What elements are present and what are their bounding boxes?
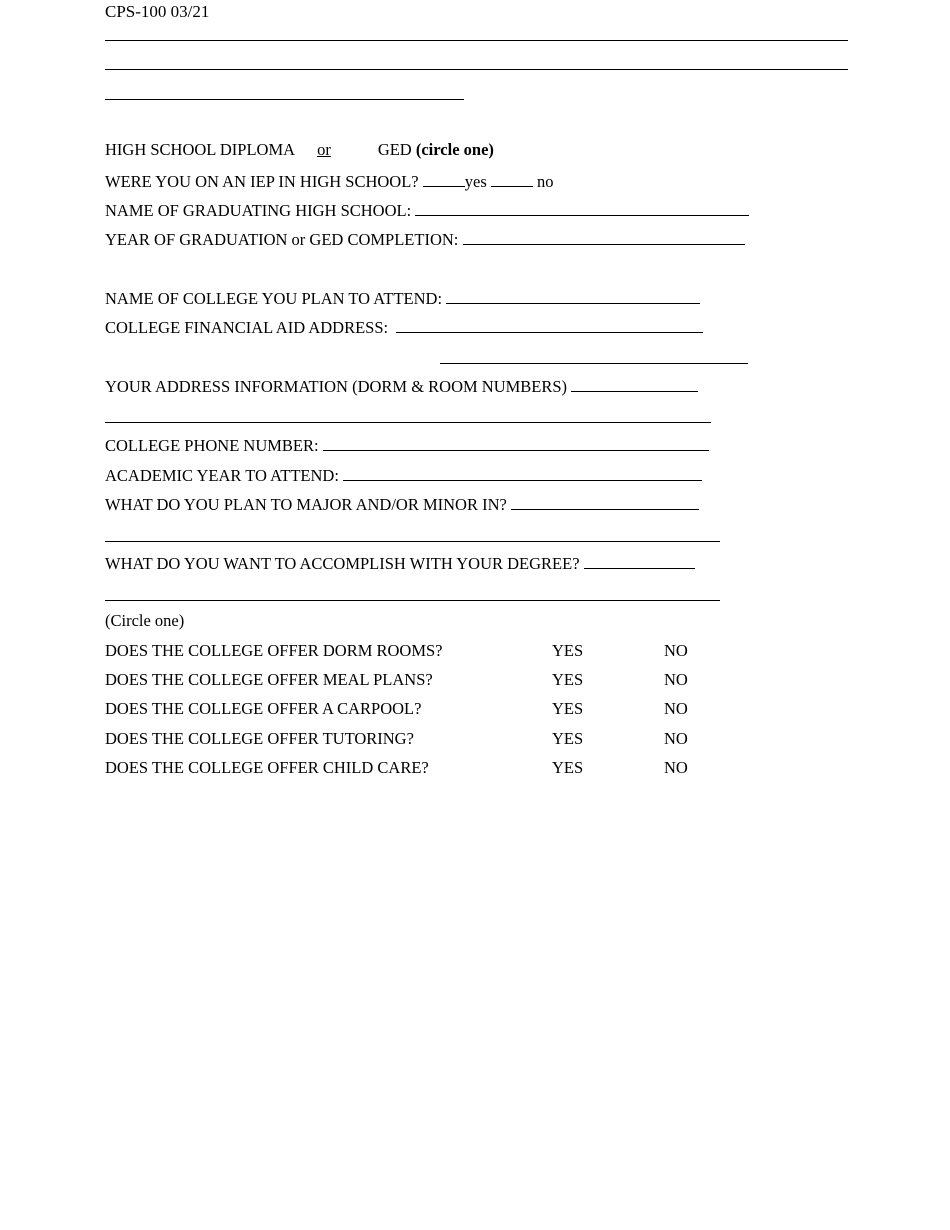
offer-question-tutoring: DOES THE COLLEGE OFFER TUTORING? bbox=[105, 729, 414, 748]
graduating-school-field[interactable] bbox=[415, 201, 749, 216]
offer-question-carpool: DOES THE COLLEGE OFFER A CARPOOL? bbox=[105, 699, 422, 718]
blank-line-top-2[interactable] bbox=[105, 69, 848, 70]
major-minor-field[interactable] bbox=[511, 495, 699, 510]
college-phone-field[interactable] bbox=[323, 436, 709, 451]
graduation-year-field[interactable] bbox=[463, 230, 745, 245]
diploma-instruction: (circle one) bbox=[415, 140, 494, 159]
college-name-field[interactable] bbox=[446, 289, 700, 304]
financial-aid-row bbox=[105, 318, 703, 337]
financial-aid-field[interactable] bbox=[396, 318, 703, 333]
offer-yes-child-care[interactable]: YES bbox=[552, 758, 584, 777]
iep-no-label: no bbox=[537, 172, 554, 191]
offer-no-child-care[interactable]: NO bbox=[664, 758, 688, 777]
academic-year-row bbox=[105, 466, 702, 485]
college-phone-row bbox=[105, 436, 709, 455]
diploma-or: or bbox=[317, 140, 331, 159]
offer-yes-dorm[interactable]: YES bbox=[552, 641, 584, 660]
diploma-row bbox=[105, 142, 494, 159]
iep-row bbox=[105, 172, 554, 191]
college-name-label: NAME OF COLLEGE YOU PLAN TO ATTEND: bbox=[105, 289, 443, 308]
degree-goal-field[interactable] bbox=[584, 554, 695, 569]
degree-goal-field-line-2[interactable] bbox=[105, 600, 720, 601]
iep-question: WERE YOU ON AN IEP IN HIGH SCHOOL? bbox=[105, 172, 419, 191]
offer-question-meal: DOES THE COLLEGE OFFER MEAL PLANS? bbox=[105, 670, 433, 689]
offer-yes-meal[interactable]: YES bbox=[552, 670, 584, 689]
offer-question-dorm: DOES THE COLLEGE OFFER DORM ROOMS? bbox=[105, 641, 443, 660]
circle-one-label: (Circle one) bbox=[105, 611, 185, 630]
academic-year-label: ACADEMIC YEAR TO ATTEND: bbox=[105, 466, 339, 485]
address-info-field[interactable] bbox=[571, 377, 698, 392]
offer-no-meal[interactable]: NO bbox=[664, 670, 688, 689]
graduation-year-label: YEAR OF GRADUATION or GED COMPLETION: bbox=[105, 230, 459, 249]
college-phone-label: COLLEGE PHONE NUMBER: bbox=[105, 436, 319, 455]
major-minor-row bbox=[105, 495, 699, 514]
diploma-option-high-school[interactable]: HIGH SCHOOL DIPLOMA bbox=[105, 140, 296, 159]
offer-yes-carpool[interactable]: YES bbox=[552, 699, 584, 718]
academic-year-field[interactable] bbox=[343, 466, 702, 481]
iep-no-blank[interactable] bbox=[491, 172, 533, 187]
degree-goal-row bbox=[105, 554, 695, 573]
address-info-row bbox=[105, 377, 698, 396]
graduating-school-label: NAME OF GRADUATING HIGH SCHOOL: bbox=[105, 201, 412, 220]
college-name-row bbox=[105, 289, 700, 308]
major-minor-label: WHAT DO YOU PLAN TO MAJOR AND/OR MINOR IN? bbox=[105, 495, 507, 514]
address-info-field-line-2[interactable] bbox=[105, 422, 711, 423]
diploma-option-ged[interactable]: GED bbox=[377, 140, 412, 159]
graduating-school-row bbox=[105, 201, 749, 220]
address-info-label: YOUR ADDRESS INFORMATION (DORM & ROOM NUMBERS) bbox=[105, 377, 568, 396]
degree-goal-label: WHAT DO YOU WANT TO ACCOMPLISH WITH YOUR DEGREE? bbox=[105, 554, 580, 573]
iep-yes-label: yes bbox=[464, 172, 487, 191]
financial-aid-field-line-2[interactable] bbox=[440, 363, 748, 364]
form-code: CPS-100 03/21 bbox=[105, 2, 210, 21]
offer-yes-tutoring[interactable]: YES bbox=[552, 729, 584, 748]
offer-question-child-care: DOES THE COLLEGE OFFER CHILD CARE? bbox=[105, 758, 429, 777]
offer-no-carpool[interactable]: NO bbox=[664, 699, 688, 718]
blank-line-top-1[interactable] bbox=[105, 40, 848, 41]
iep-yes-blank[interactable] bbox=[423, 172, 465, 187]
offer-no-tutoring[interactable]: NO bbox=[664, 729, 688, 748]
major-minor-field-line-2[interactable] bbox=[105, 541, 720, 542]
graduation-year-row bbox=[105, 230, 745, 249]
offer-no-dorm[interactable]: NO bbox=[664, 641, 688, 660]
blank-line-top-3[interactable] bbox=[105, 99, 464, 100]
financial-aid-label: COLLEGE FINANCIAL AID ADDRESS: bbox=[105, 318, 389, 337]
